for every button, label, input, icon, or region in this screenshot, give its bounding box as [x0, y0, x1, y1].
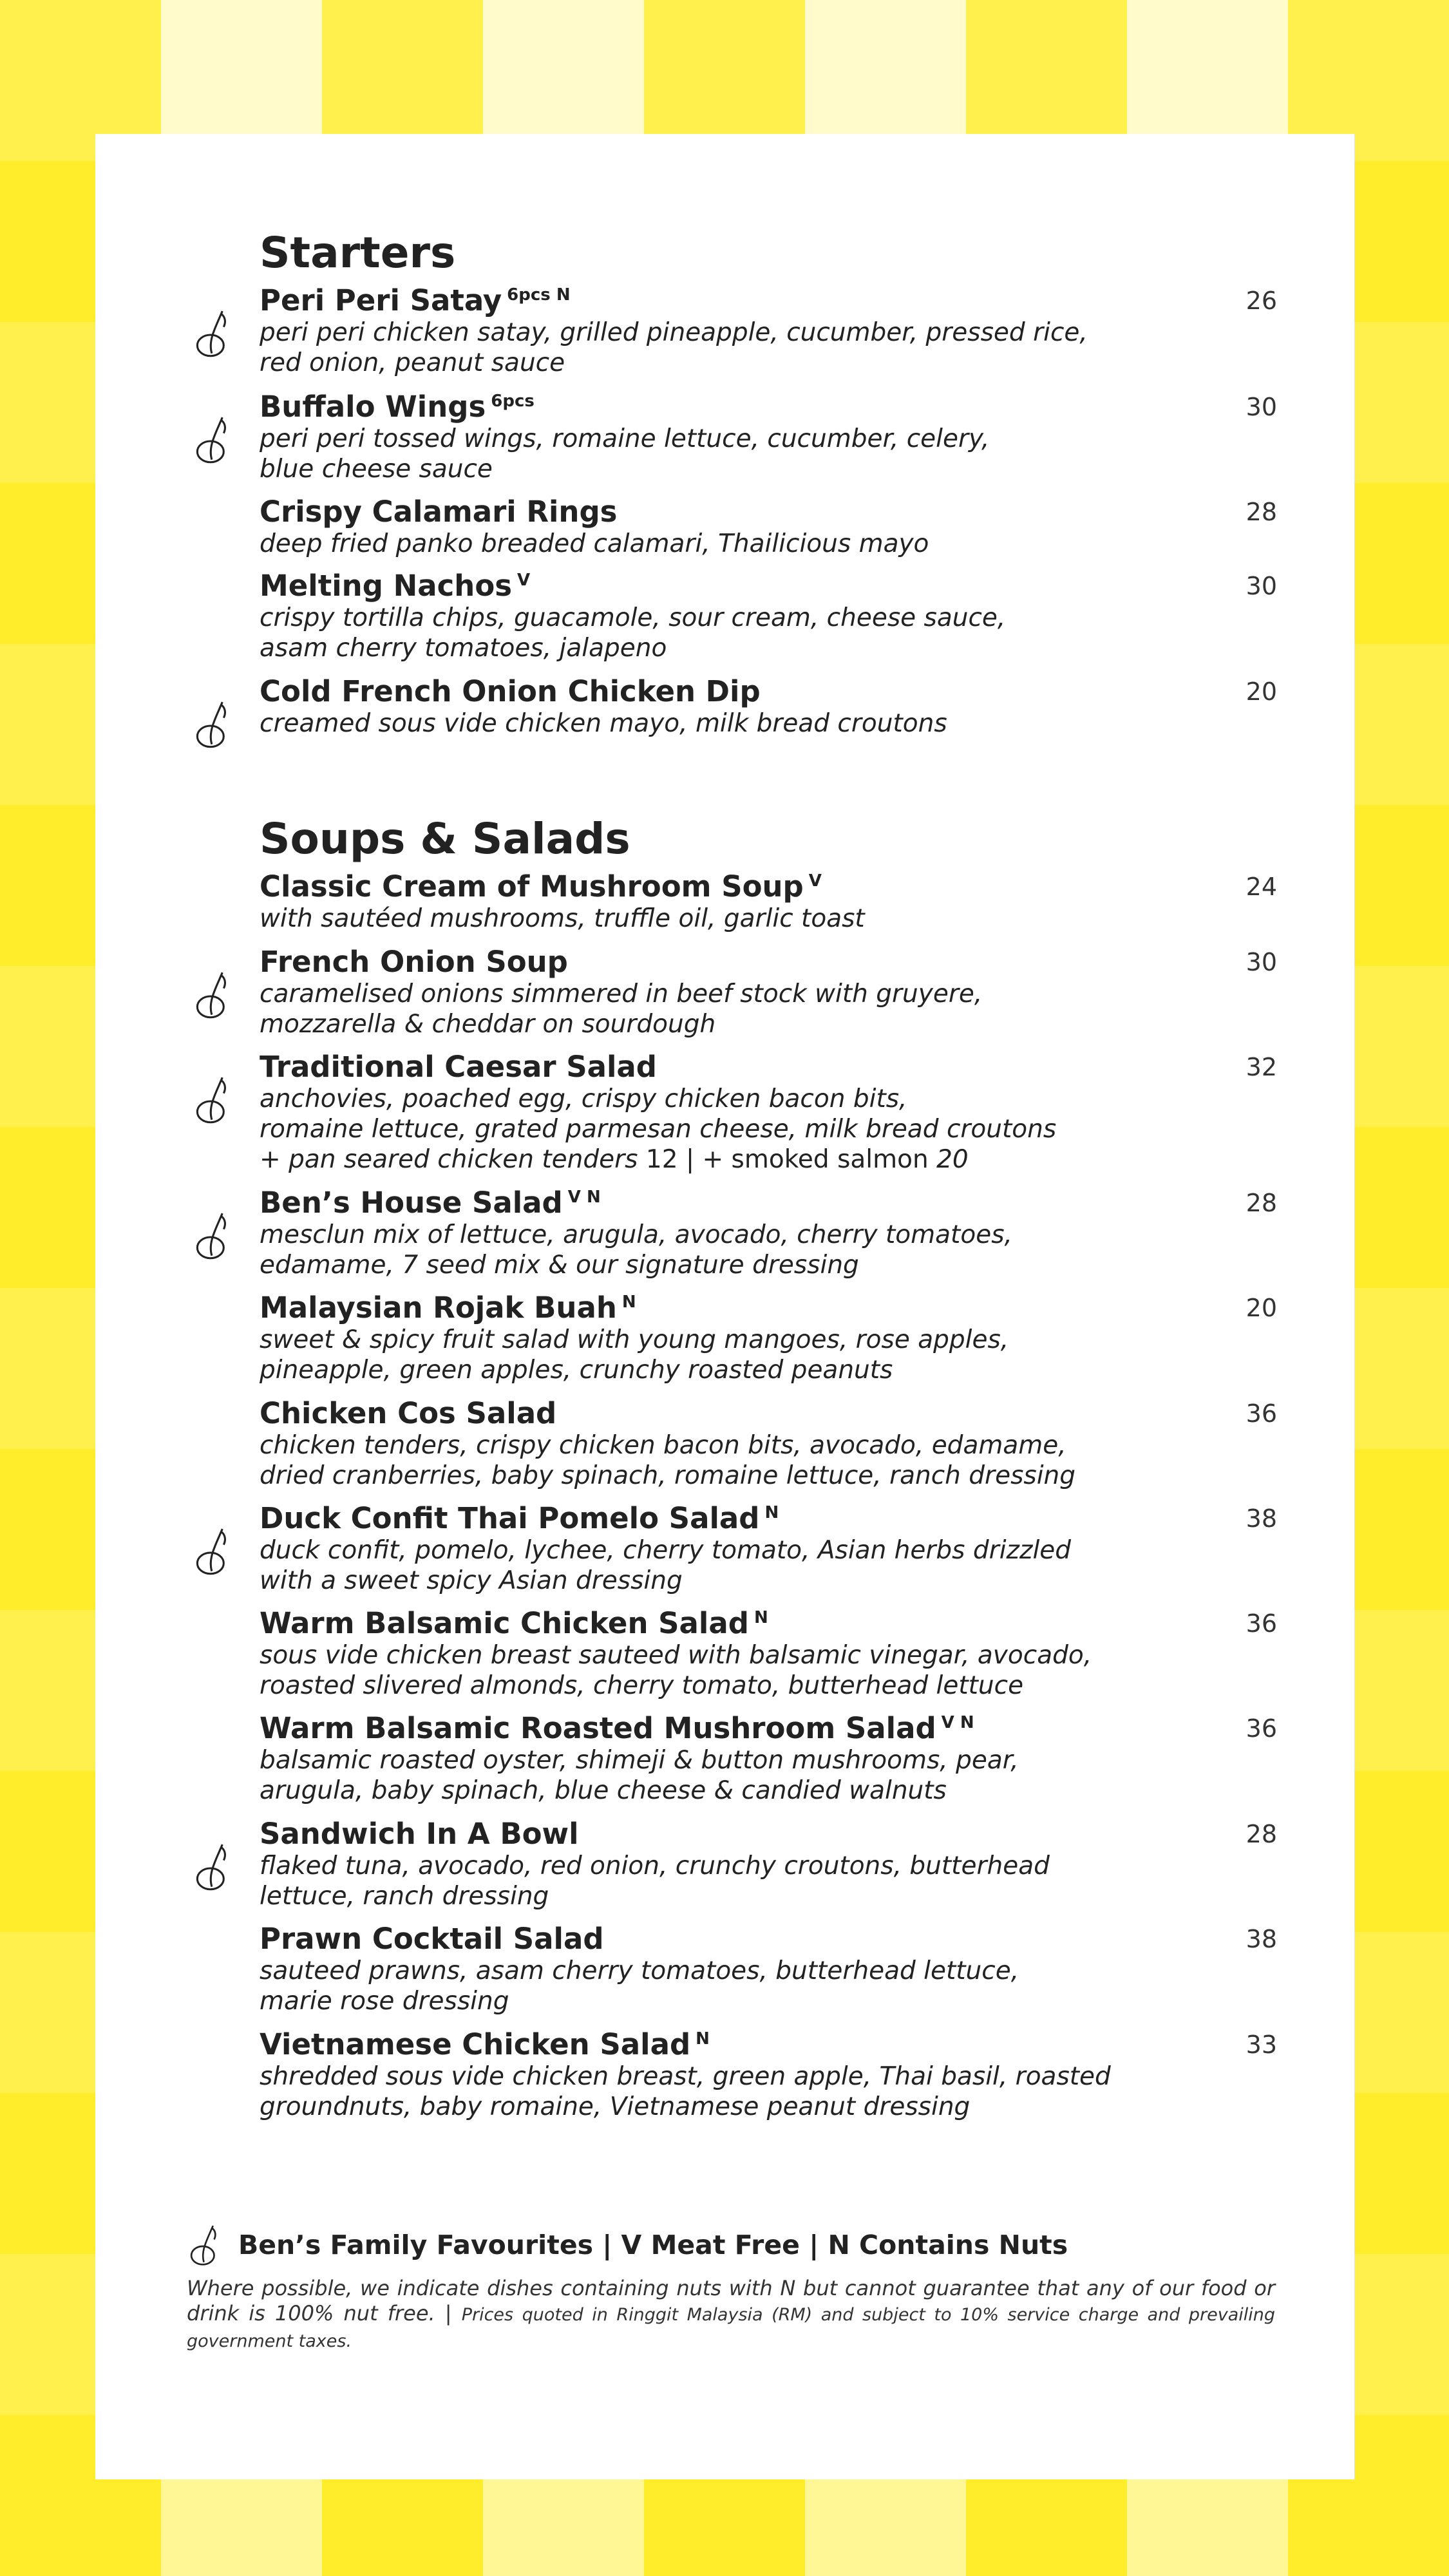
- item-description: sauteed prawns, asam cherry tomatoes, butterhead lettuce, marie rose dressing: [260, 1956, 1019, 2016]
- item-price: 33: [1245, 2031, 1277, 2059]
- item-name-row: [260, 1186, 1277, 1220]
- ben-family-favourite-icon: [192, 1074, 238, 1129]
- item-name: Malaysian Rojak Buah: [260, 1291, 617, 1325]
- item-price: 38: [1245, 1504, 1277, 1533]
- item-price: 28: [1245, 498, 1277, 526]
- item-name: Warm Balsamic Chicken Salad: [260, 1606, 749, 1640]
- item-name-row: [260, 1817, 1277, 1851]
- menu-item: [260, 1817, 1277, 1911]
- item-price: 30: [1245, 948, 1277, 976]
- ben-family-favourite-icon: [192, 1209, 238, 1265]
- item-name-row: [260, 390, 1277, 424]
- item-price: 20: [1245, 677, 1277, 706]
- ben-family-favourite-icon: [192, 413, 238, 469]
- add-on-part: |: [685, 1145, 695, 1174]
- item-description: anchovies, poached egg, crispy chicken bacon bits, romaine lettuce, grated parmesan cheese, milk bread croutons: [260, 1084, 1057, 1144]
- menu-item: [260, 1922, 1277, 2016]
- item-name-row: [260, 1922, 1277, 1956]
- item-price: 30: [1245, 572, 1277, 600]
- item-name: Ben’s House Salad: [260, 1186, 563, 1220]
- item-name: Vietnamese Chicken Salad: [260, 2027, 691, 2061]
- item-description: shredded sous vide chicken breast, green apple, Thai basil, roasted groundnuts, baby romaine, Vietnamese peanut dressing: [260, 2062, 1111, 2121]
- item-dietary-tag: 6pcs: [491, 392, 535, 411]
- disclaimer-main: Where possible, we indicate dishes containing nuts with N but cannot guarantee that any of our food or drink is 100% nut free. |: [187, 2276, 1275, 2325]
- item-description: peri peri chicken satay, grilled pineapple, cucumber, pressed rice, red onion, peanut sauce: [260, 318, 1088, 377]
- item-description: peri peri tossed wings, romaine lettuce, cucumber, celery, blue cheese sauce: [260, 424, 990, 484]
- section-title: Soups & Salads: [260, 814, 630, 864]
- menu-item: [260, 945, 1277, 1039]
- item-description: sous vide chicken breast sauteed with balsamic vinegar, avocado, roasted slivered almonds, cherry tomato, butterhead lettuce: [260, 1641, 1092, 1700]
- item-dietary-tag: V: [517, 571, 531, 590]
- menu-item: [260, 1186, 1277, 1280]
- menu-card: [95, 134, 1354, 2479]
- item-name: Warm Balsamic Roasted Mushroom Salad: [260, 1711, 936, 1745]
- item-dietary-tag: N: [621, 1293, 636, 1312]
- add-on-part: + pan seared chicken tenders: [260, 1145, 638, 1174]
- item-name-row: [260, 675, 1277, 708]
- item-price: 32: [1245, 1053, 1277, 1081]
- item-add-ons: [260, 1144, 1148, 1175]
- item-name: Crispy Calamari Rings: [260, 495, 618, 529]
- menu-item: [260, 1291, 1277, 1385]
- item-price: 36: [1245, 1399, 1277, 1428]
- menu-item: [260, 495, 1277, 559]
- item-dietary-tag: N: [696, 2029, 710, 2049]
- item-price: 28: [1245, 1189, 1277, 1217]
- item-dietary-tag: N: [764, 1503, 779, 1522]
- ben-family-favourite-icon: [187, 2221, 227, 2272]
- item-name: Duck Confit Thai Pomelo Salad: [260, 1501, 760, 1535]
- item-name-row: [260, 1050, 1277, 1084]
- item-name: French Onion Soup: [260, 945, 568, 979]
- item-description: deep fried panko breaded calamari, Thailicious mayo: [260, 529, 929, 558]
- item-name: Chicken Cos Salad: [260, 1396, 557, 1430]
- add-on-part: 12: [645, 1145, 678, 1174]
- item-name: Classic Cream of Mushroom Soup: [260, 869, 804, 904]
- ben-family-favourite-icon: [192, 1841, 238, 1896]
- menu-item: [260, 675, 1277, 739]
- disclaimer-prices: Prices quoted in Ringgit Malaysia (RM) and subject to 10% service charge and prevailing government taxes.: [187, 2305, 1276, 2351]
- item-name: Melting Nachos: [260, 569, 513, 603]
- legend-line: [187, 2226, 1275, 2271]
- item-price: 26: [1245, 287, 1277, 315]
- item-name: Peri Peri Satay: [260, 283, 502, 317]
- item-price: 30: [1245, 393, 1277, 421]
- add-on-part: + smoked salmon: [702, 1145, 929, 1174]
- legend-text: Ben’s Family Favourites | V Meat Free | N Contains Nuts: [238, 2230, 1068, 2260]
- menu-item: [260, 1712, 1277, 1806]
- ben-family-favourite-icon: [192, 698, 238, 753]
- menu-item: [260, 1397, 1277, 1491]
- item-name-row: [260, 1607, 1277, 1640]
- item-dietary-tag: V N: [941, 1713, 974, 1732]
- item-name-row: [260, 945, 1277, 979]
- item-description: balsamic roasted oyster, shimeji & button mushrooms, pear, arugula, baby spinach, blue cheese & candied walnuts: [260, 1746, 1019, 1805]
- item-description: sweet & spicy fruit salad with young mangoes, rose apples, pineapple, green apples, crunchy roasted peanuts: [260, 1325, 1009, 1385]
- item-description: mesclun mix of lettuce, arugula, avocado, cherry tomatoes, edamame, 7 seed mix & our signature dressing: [260, 1220, 1012, 1280]
- item-description: duck confit, pomelo, lychee, cherry tomato, Asian herbs drizzled with a sweet spicy Asian dressing: [260, 1536, 1072, 1595]
- item-dietary-tag: V: [808, 871, 822, 891]
- ben-family-favourite-icon: [192, 1525, 238, 1580]
- menu-item: [260, 390, 1277, 484]
- item-description: chicken tenders, crispy chicken bacon bits, avocado, edamame, dried cranberries, baby spinach, romaine lettuce, ranch dressing: [260, 1431, 1076, 1490]
- add-on-part: 20: [936, 1145, 969, 1174]
- menu-item: [260, 2028, 1277, 2122]
- item-price: 20: [1245, 1294, 1277, 1322]
- menu-legend: [187, 2226, 1275, 2354]
- item-price: 36: [1245, 1714, 1277, 1743]
- menu-item: [260, 870, 1277, 934]
- menu-item: [260, 1502, 1277, 1596]
- menu-item: [260, 284, 1277, 378]
- menu-item: [260, 569, 1277, 663]
- item-name: Sandwich In A Bowl: [260, 1817, 579, 1851]
- item-description: with sautéed mushrooms, truffle oil, garlic toast: [260, 904, 865, 933]
- item-name-row: [260, 1502, 1277, 1535]
- item-name: Buffalo Wings: [260, 390, 486, 424]
- ben-family-favourite-icon: [192, 307, 238, 363]
- item-name-row: [260, 870, 1277, 904]
- item-name-row: [260, 1712, 1277, 1745]
- item-price: 38: [1245, 1925, 1277, 1953]
- section-title: Starters: [260, 228, 456, 278]
- item-name-row: [260, 569, 1277, 603]
- item-name-row: [260, 1291, 1277, 1325]
- item-dietary-tag: 6pcs N: [507, 285, 571, 305]
- item-name-row: [260, 284, 1277, 317]
- item-description: caramelised onions simmered in beef stock with gruyere, mozzarella & cheddar on sourdough: [260, 980, 983, 1039]
- item-name-row: [260, 2028, 1277, 2061]
- item-name: Traditional Caesar Salad: [260, 1050, 657, 1084]
- nut-disclaimer: [187, 2276, 1275, 2354]
- ben-family-favourite-icon: [192, 969, 238, 1024]
- item-description: flaked tuna, avocado, red onion, crunchy croutons, butterhead lettuce, ranch dressing: [260, 1852, 1050, 1911]
- item-price: 36: [1245, 1609, 1277, 1638]
- item-description: creamed sous vide chicken mayo, milk bread croutons: [260, 709, 947, 738]
- item-description: crispy tortilla chips, guacamole, sour cream, cheese sauce, asam cherry tomatoes, jalapeno: [260, 603, 1006, 663]
- item-name: Prawn Cocktail Salad: [260, 1922, 604, 1956]
- item-dietary-tag: V N: [567, 1188, 601, 1207]
- item-name-row: [260, 495, 1277, 529]
- menu-item: [260, 1050, 1277, 1175]
- item-price: 24: [1245, 873, 1277, 901]
- item-price: 28: [1245, 1820, 1277, 1848]
- item-dietary-tag: N: [753, 1608, 768, 1627]
- menu-item: [260, 1607, 1277, 1701]
- item-name: Cold French Onion Chicken Dip: [260, 674, 761, 708]
- item-name-row: [260, 1397, 1277, 1430]
